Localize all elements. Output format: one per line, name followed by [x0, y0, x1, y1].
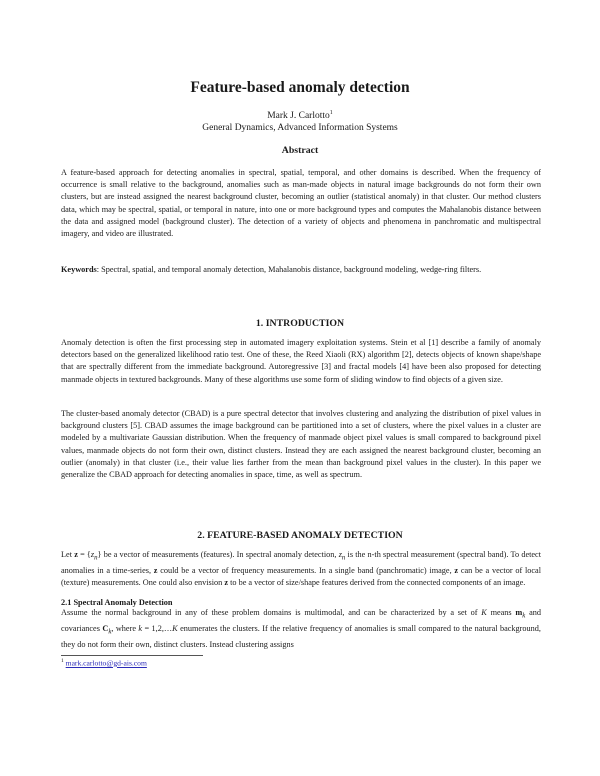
section-1-paragraph-1: Anomaly detection is often the first processing step in automated imagery exploitation systems. Stein et al [1] describe a family of anomaly detectors based on the generalized likelihood ratio test. One of these, the Reed Xiaoli (RX) algorithm [2], detects objects of known shape/shape that are spectrally different from the immediate background. Autoregressive [3] and fractal models [4] have been also proposed for detecting manmade objects in textured backgrounds. Many of these algorithms use some form of sliding window to find objects of a given size.	[61, 338, 541, 384]
section-1-paragraph-2: The cluster-based anomaly detector (CBAD) is a pure spectral detector that involves clustering and analyzing the distribution of pixel values in background clusters [5]. CBAD assumes the image background can be partitioned into a set of clusters, where the pixel values in a cluster are modeled by a multivariate Gaussian distribution. When the frequency of manmade object pixel values is small compared to background pixel values, manmade objects do not form their own, distinct clusters. Instead they are each assigned the nearest background cluster, becoming an outlier (anomaly) in that cluster (i.e., their value lies farther from the mean than background pixel values in the cluster). In this paper we generalize the CBAD approach for detecting anomalies in space, time, as well as spectrum.	[61, 409, 541, 480]
keywords-text: : Spectral, spatial, and temporal anomaly detection, Mahalanobis distance, background modeling, wedge-ring filters.	[96, 265, 482, 274]
subsection-2-1-heading: 2.1 Spectral Anomaly Detection	[61, 598, 173, 607]
author-email-link[interactable]: mark.carlotto@gd-ais.com	[65, 658, 147, 668]
author-line	[0, 110, 600, 121]
author-name: Mark J. Carlotto	[267, 111, 330, 122]
author-footnote-mark: 1	[329, 110, 333, 116]
section-2-paragraph-1: Let $z = \{z_n\}$ be a vector of measurements (features). In spectral anomaly detection, $z_n$ is the n-th spectral measurement (spectral band). To detect anomalies in a time-series, z could be a vector of frequency measurements. In a single band (panchromatic) image, z can be a vector of local (texture) measurements. One could also envision z to be a vector of size/shape features derived from the connected components of an image.	[61, 550, 542, 588]
keywords-paragraph	[61, 264, 541, 276]
paper-title: Feature-based anomaly detection	[190, 79, 410, 96]
vector-z-symbol: z	[74, 550, 78, 559]
section-1-heading: 1. INTRODUCTION	[255, 318, 345, 329]
section-2-heading: 2. FEATURE-BASED ANOMALY DETECTION	[197, 530, 403, 541]
keywords-label: Keywords	[61, 265, 97, 274]
footnote	[61, 658, 147, 668]
footnote-divider	[61, 655, 203, 656]
subsection-2-1-paragraph: Assume the normal background in any of these problem domains is multimodal, and can be characterized by a set of K means $m_k$ and covariances $C_k$, where k = 1,2,…K enumerates the clusters. If the relative frequency of anomalies is small compared to the natural background, they do not form their own, distinct clusters. Instead clustering assigns	[61, 608, 541, 649]
footnote-mark: 1	[61, 658, 64, 664]
author-affiliation: General Dynamics, Advanced Information Systems	[202, 123, 398, 133]
abstract-text: A feature-based approach for detecting anomalies in spectral, spatial, temporal, and other domains is described. When the frequency of occurrence is small relative to the background, anomalies such as man-made objects in natural image backgrounds do not form their own clusters, but are instead assigned the nearest background cluster, becoming an outlier (statistical anomaly) in that cluster. Our method clusters data, which may be spectral, spatial, or temporal in nature, into one or more background types and computes the Mahalanobis distance between the data and assigned model (background cluster). The detection of a variety of objects and phenomena in panchromatic and multispectral imagery, and video are illustrated.	[61, 168, 541, 239]
abstract-heading: Abstract	[281, 145, 319, 156]
